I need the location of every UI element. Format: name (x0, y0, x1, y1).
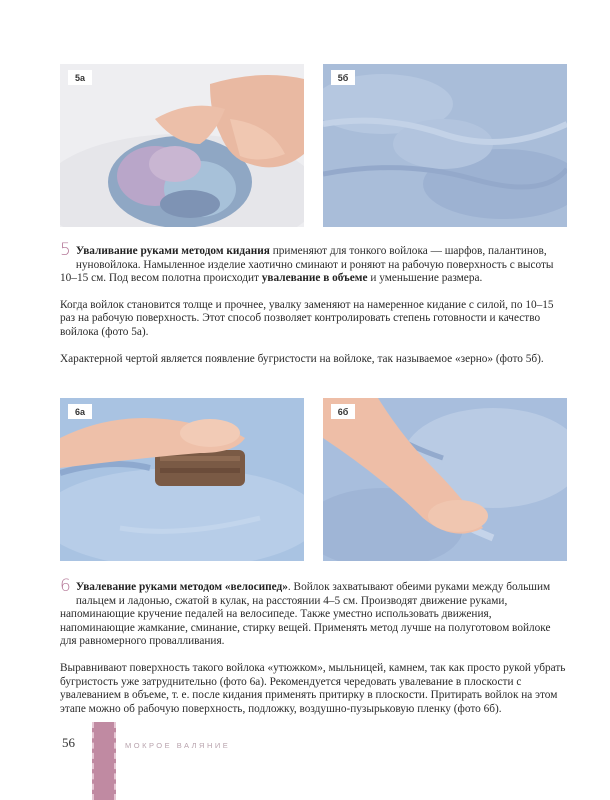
photo-5a (60, 64, 304, 227)
photo-6b-image (323, 398, 567, 561)
decorative-ribbon (92, 722, 116, 800)
running-title: МОКРОЕ ВАЛЯНИЕ (125, 741, 231, 750)
photo-6b (323, 398, 567, 561)
section-5-para-2: Когда войлок становится толще и прочнее, увалку заменяют на намеренное кидание с силой, по 10–15 раз на рабочую поверхность. Этот способ позволяет контролировать степень готовности и качество войлока (фото 5а). (60, 298, 554, 338)
section-5-para-3: Характерной чертой является появление бугристости на войлоке, так называемое «зерно» (фото 5б). (60, 352, 544, 365)
section-5-text-a: применяют для тонкого войлока — шарфов, палантинов, нуновойлока. Намыленное изделие хаотично сминают и роняют на рабочую поверхность с высоты 10–15 см. Под весом полотна происходит (60, 245, 554, 285)
section-5-number: 5 (60, 240, 71, 260)
photo-5b-label: 5б (331, 70, 355, 85)
photo-6a (60, 398, 304, 561)
section-6-para-2: Выравнивают поверхность такого войлока «утюжком», мыльницей, камнем, так как просто рукой убрать бугристость уже затруднительно (фото 6а). Рекомендуется чередовать увалевание в плоскости с увалеванием в объеме, т. е. после кидания применять притирку в плоскости. Притирать войлок на этом этапе можно об рабочую поверхность, подложку, воздушно-пузырьковую пленку (фото 6б). (60, 661, 566, 715)
photo-5a-image (60, 64, 304, 227)
photo-5b (323, 64, 567, 227)
section-5-para-1 (60, 240, 566, 286)
photo-6a-label: 6а (68, 404, 92, 419)
photo-6a-image (60, 398, 304, 561)
section-5-bold-lead: Уваливание руками методом кидания (75, 245, 270, 257)
photo-5b-image (323, 64, 567, 227)
section-5-text-b: и уменьшение размера. (367, 272, 483, 285)
section-5 (60, 240, 566, 379)
section-5-bold-mid: увалевание в объеме (261, 272, 368, 285)
section-6-bold-lead: Увалевание руками методом «велосипед» (75, 581, 288, 593)
photo-5a-label: 5а (68, 70, 92, 85)
section-6 (60, 576, 566, 729)
section-6-para-1 (60, 576, 566, 649)
section-6-text-a: . Войлок захватывают обеими руками между большим пальцем и ладонью, сжатой в кулак, на расстоянии 4–5 см. Производят движение руками, напоминающие кручение педалей на велосипеде. Также уместно использовать движения, напоминающие жамкание, сминание, стирку вещей. Применять метод лучше на полуготовом войлоке для равномерного провалливания. (60, 581, 551, 648)
photo-6b-label: 6б (331, 404, 355, 419)
section-6-number: 6 (60, 576, 71, 596)
page-number: 56 (62, 735, 75, 750)
